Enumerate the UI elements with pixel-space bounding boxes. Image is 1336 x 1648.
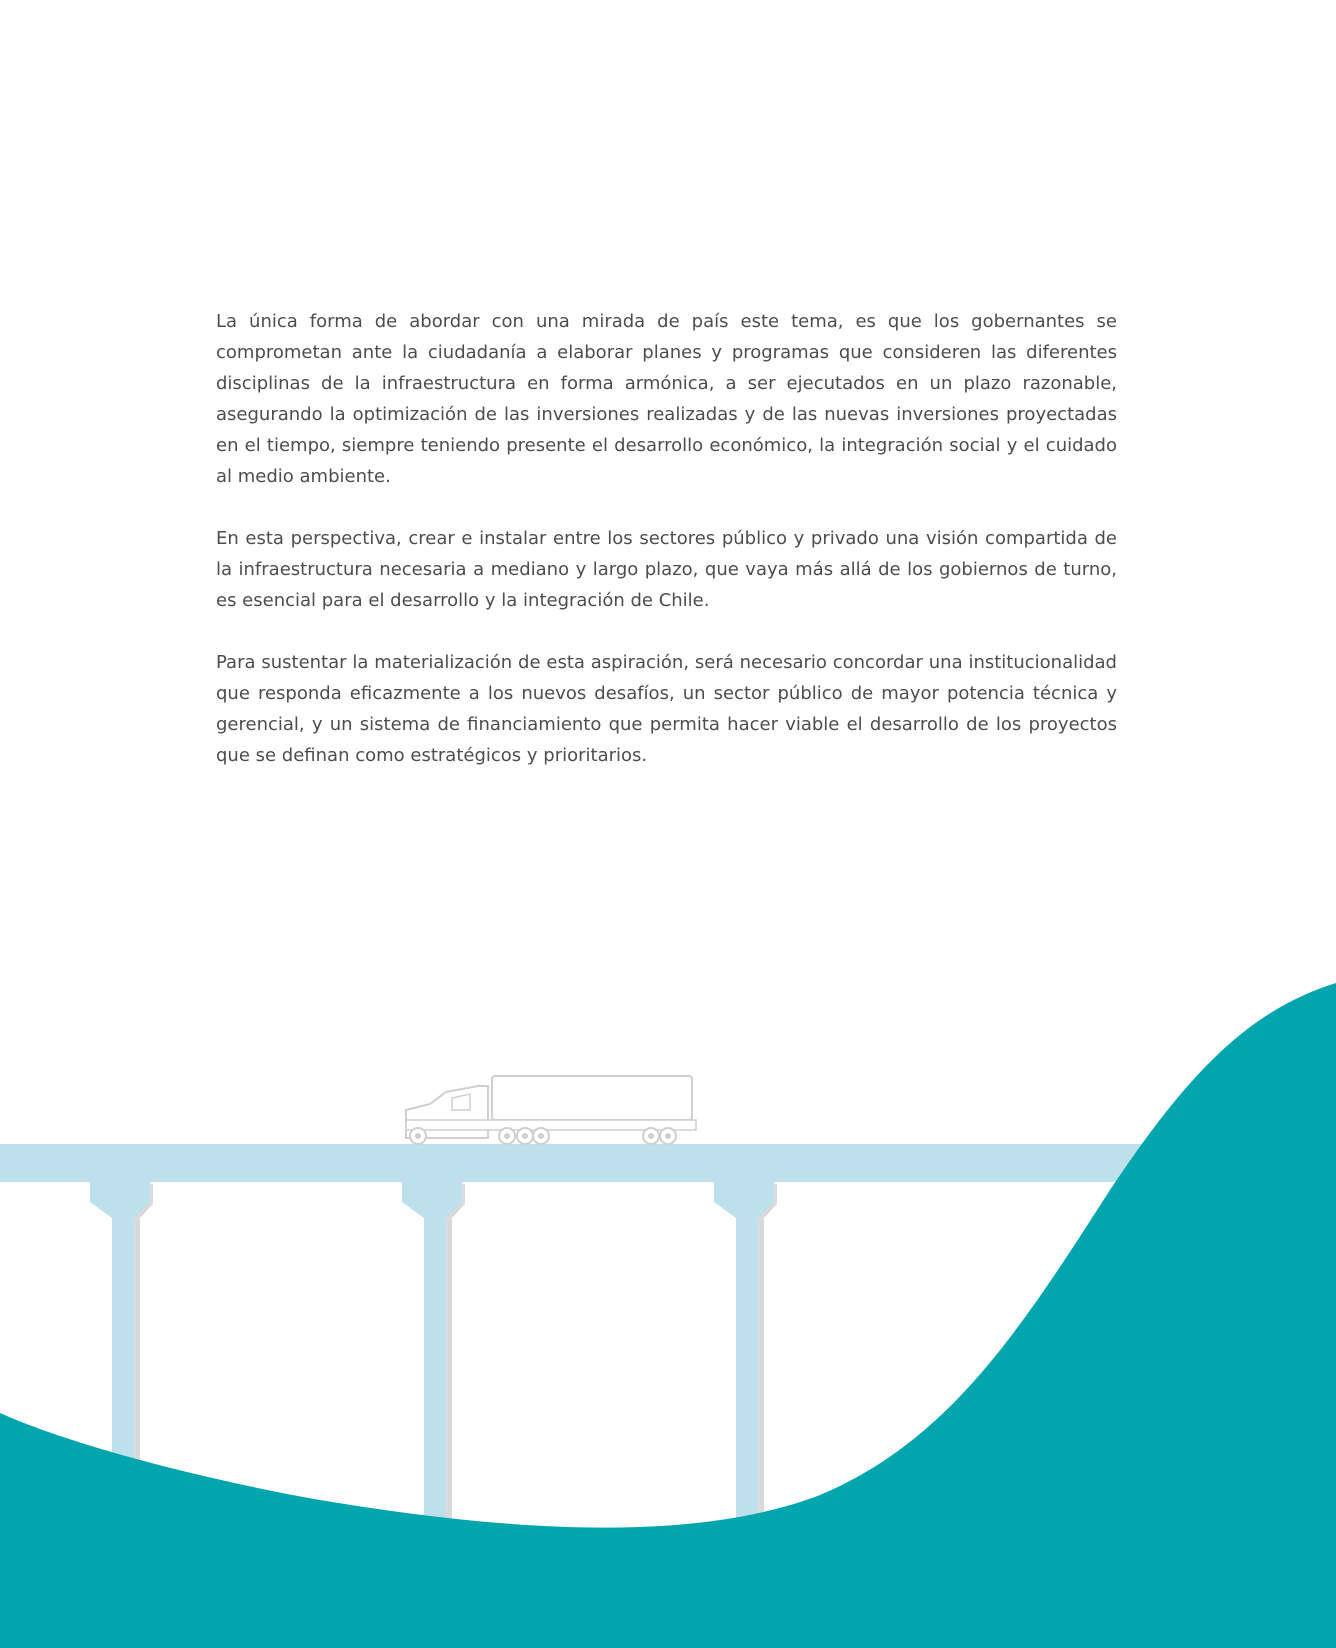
truck-icon bbox=[406, 1076, 696, 1144]
paragraph-2: En esta perspectiva, crear e instalar entre los sectores público y privado una visión compartida de la infraestructura necesaria a mediano y largo plazo, que vaya más allá de los gobiernos de turno, es esencial para el desarrollo y la integración de Chile. bbox=[216, 528, 1117, 611]
paragraph-3: Para sustentar la materialización de esta aspiración, será necesario concordar una institucionalidad que responda eficazmente a los nuevos desafíos, un sector público de mayor potencia técnica y gerencial, y un sistema de financiamiento que permita hacer viable el desarrollo de los proyectos que se definan como estratégicos y prioritarios. bbox=[216, 652, 1117, 766]
body-text bbox=[216, 306, 1117, 802]
paragraph-1: La única forma de abordar con una mirada de país este tema, es que los gobernantes se comprometan ante la ciudadanía a elaborar planes y programas que consideren las diferentes disciplinas de la infraestructura en forma armónica, a ser ejecutados en un plazo razonable, asegurando la optimización de las inversiones realizadas y de las nuevas inversiones proyectadas en el tiempo, siempre teniendo presente el desarrollo económico, la integración social y el cuidado al medio ambiente. bbox=[216, 311, 1117, 487]
bridge-illustration bbox=[0, 960, 1336, 1648]
